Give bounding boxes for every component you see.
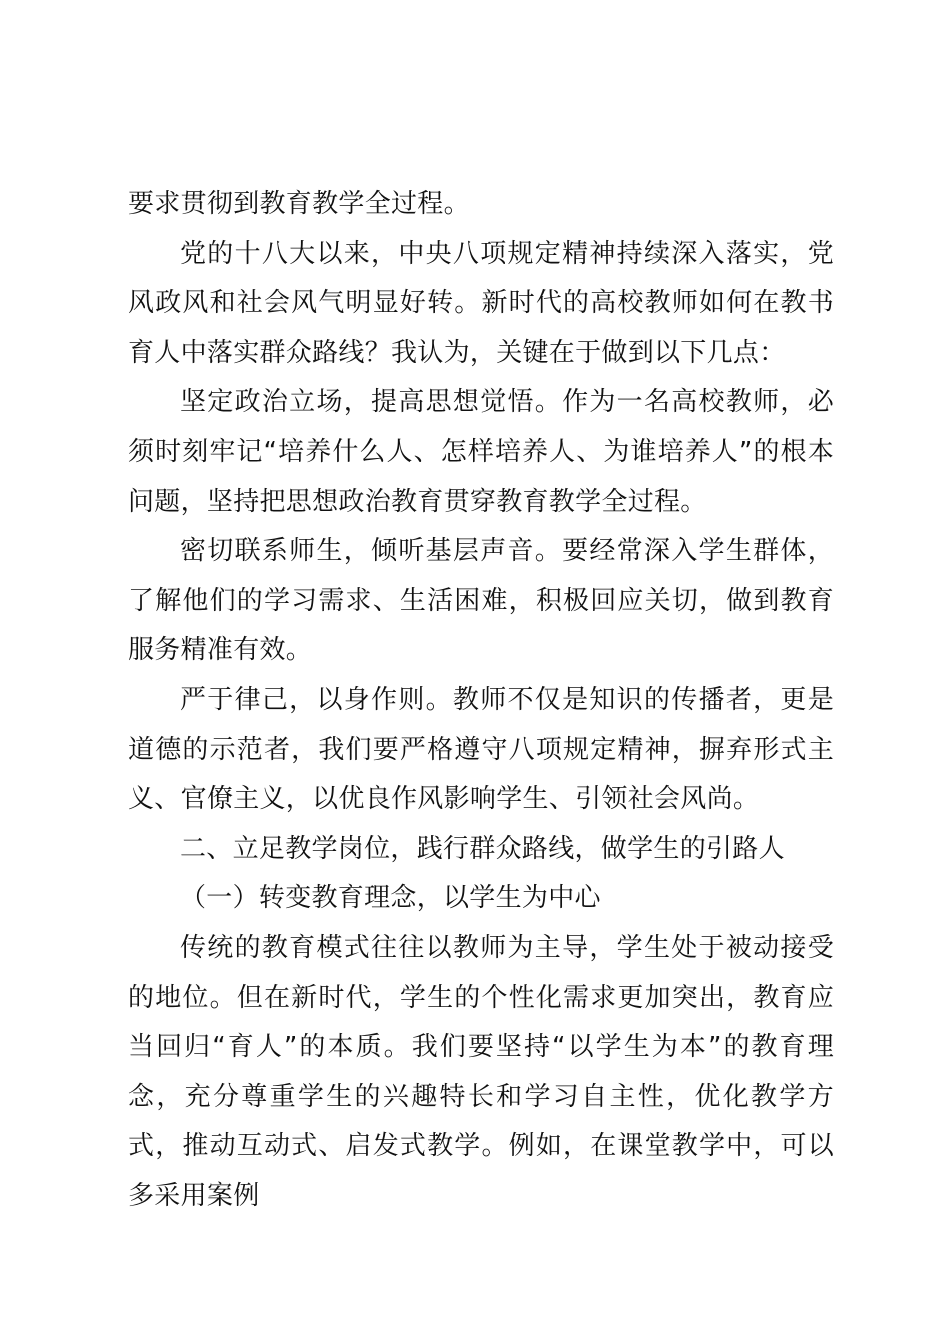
document-body <box>128 180 834 1221</box>
paragraph-connect-teachers-students: 密切联系师生，倾听基层声音。要经常深入学生群体，了解他们的学习需求、生活困难，积极回应关切，做到教育服务精准有效。 <box>128 536 834 666</box>
subsection-heading-2-1: （一）转变教育理念，以学生为中心 <box>180 883 601 914</box>
paragraph-continuation: 要求贯彻到教育教学全过程。 <box>128 189 470 219</box>
paragraph-self-discipline: 严于律己，以身作则。教师不仅是知识的传播者，更是道德的示范者，我们要严格遵守八项规定精神，摒弃形式主义、官僚主义，以优良作风影响学生、引领社会风尚。 <box>128 684 834 815</box>
paragraph-mass-line-intro: 党的十八大以来，中央八项规定精神持续深入落实，党风政风和社会风气明显好转。新时代的高校教师如何在教书育人中落实群众路线？我认为，关键在于做到以下几点： <box>128 238 834 368</box>
paragraph-education-concept: 传统的教育模式往往以教师为主导，学生处于被动接受的地位。但在新时代，学生的个性化需求更加突出，教育应当回归“育人”的本质。我们要坚持“以学生为本”的教育理念，充分尊重学生的兴趣特长和学习自主性，优化教学方式，推动互动式、启发式教学。例如，在课堂教学中，可以多采用案例 <box>128 932 834 1211</box>
paragraph-political-stance: 坚定政治立场，提高思想觉悟。作为一名高校教师，必须时刻牢记“培养什么人、怎样培养人、为谁培养人”的根本问题，坚持把思想政治教育贯穿教育教学全过程。 <box>128 387 834 517</box>
section-heading-2: 二、立足教学岗位，践行群众路线，做学生的引路人 <box>180 833 785 864</box>
